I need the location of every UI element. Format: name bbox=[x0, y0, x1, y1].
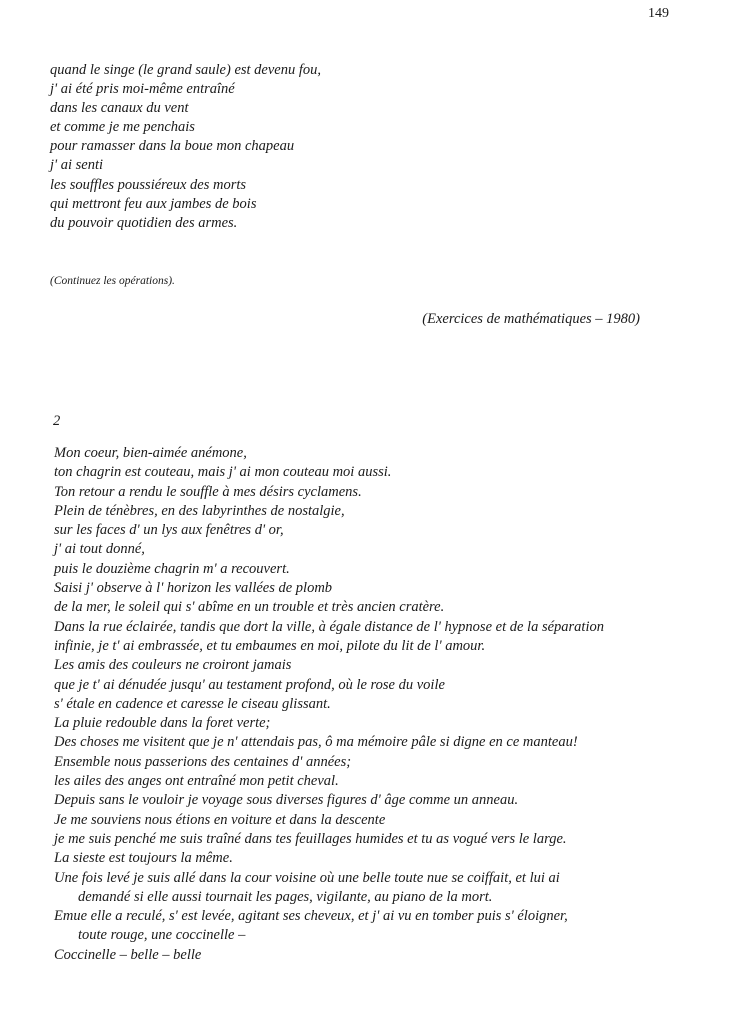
source-citation: (Exercices de mathématiques – 1980) bbox=[422, 311, 640, 327]
verse-line: quand le singe (le grand saule) est devenu fou, bbox=[50, 62, 322, 78]
verse-line: Depuis sans le vouloir je voyage sous diverses figures d' âge comme un anneau. bbox=[54, 792, 519, 809]
verse-line: de la mer, le soleil qui s' abîme en un trouble et très ancien cratère. bbox=[54, 599, 445, 616]
verse-line: Une fois levé je suis allé dans la cour voisine où une belle toute nue se coiffait, et lui ai bbox=[54, 869, 560, 886]
verse-line: du pouvoir quotidien des armes. bbox=[50, 214, 238, 231]
verse-line: demandé si elle aussi tournait les pages, vigilante, au piano de la mort. bbox=[78, 888, 493, 905]
verse-line: Emue elle a reculé, s' est levée, agitant ses cheveux, et j' ai vu en tomber puis s' éloigner, bbox=[54, 908, 568, 925]
verse-line: La sieste est toujours la même. bbox=[54, 850, 233, 867]
verse-line: s' étale en cadence et caresse le ciseau glissant. bbox=[54, 695, 331, 712]
verse-line: Ton retour a rendu le souffle à mes désirs cyclamens. bbox=[54, 483, 362, 500]
verse-line: Je me souviens nous étions en voiture et dans la descente bbox=[54, 811, 386, 828]
verse-line: j' ai été pris moi-même entraîné bbox=[50, 81, 235, 98]
verse-line: Les amis des couleurs ne croiront jamais bbox=[54, 657, 292, 674]
verse-line: Dans la rue éclairée, tandis que dort la ville, à égale distance de l' hypnose et de la séparation bbox=[54, 618, 604, 635]
verse-line: toute rouge, une coccinelle – bbox=[78, 927, 246, 944]
verse-line: j' ai senti bbox=[50, 157, 104, 174]
verse-line: infinie, je t' ai embrassée, et tu embaumes en moi, pilote du lit de l' amour. bbox=[54, 637, 486, 654]
verse-line: j' ai tout donné, bbox=[54, 541, 145, 558]
section-number: 2 bbox=[53, 413, 61, 429]
operations-note: (Continuez les opérations). bbox=[50, 275, 175, 287]
verse-line: dans les canaux du vent bbox=[50, 100, 189, 117]
poem-stanza-2 bbox=[54, 444, 604, 965]
verse-line: et comme je me penchais bbox=[50, 119, 195, 136]
verse-line: Des choses me visitent que je n' attendais pas, ô ma mémoire pâle si digne en ce manteau! bbox=[54, 734, 578, 751]
page-number: 149 bbox=[648, 6, 669, 21]
verse-line: Saisi j' observe à l' horizon les vallées de plomb bbox=[54, 580, 333, 597]
verse-line: pour ramasser dans la boue mon chapeau bbox=[50, 138, 295, 155]
verse-line: Ensemble nous passerions des centaines d' années; bbox=[54, 753, 352, 770]
verse-line: qui mettront feu aux jambes de bois bbox=[50, 195, 257, 212]
verse-line: les souffles poussiéreux des morts bbox=[50, 176, 247, 193]
verse-line: Mon coeur, bien-aimée anémone, bbox=[54, 445, 247, 461]
verse-line: puis le douzième chagrin m' a recouvert. bbox=[54, 560, 290, 577]
verse-line: ton chagrin est couteau, mais j' ai mon couteau moi aussi. bbox=[54, 464, 392, 481]
verse-line: que je t' ai dénudée jusqu' au testament profond, où le rose du voile bbox=[54, 676, 445, 693]
verse-line: Coccinelle – belle – belle bbox=[54, 946, 202, 963]
verse-line: La pluie redouble dans la foret verte; bbox=[54, 715, 271, 732]
verse-line: je me suis penché me suis traîné dans tes feuillages humides et tu as vogué vers le large. bbox=[54, 830, 567, 847]
verse-line: sur les faces d' un lys aux fenêtres d' or, bbox=[54, 522, 284, 539]
verse-line: les ailes des anges ont entraîné mon petit cheval. bbox=[54, 773, 339, 790]
poem-stanza-1 bbox=[50, 61, 321, 233]
verse-line: Plein de ténèbres, en des labyrinthes de nostalgie, bbox=[54, 502, 345, 519]
